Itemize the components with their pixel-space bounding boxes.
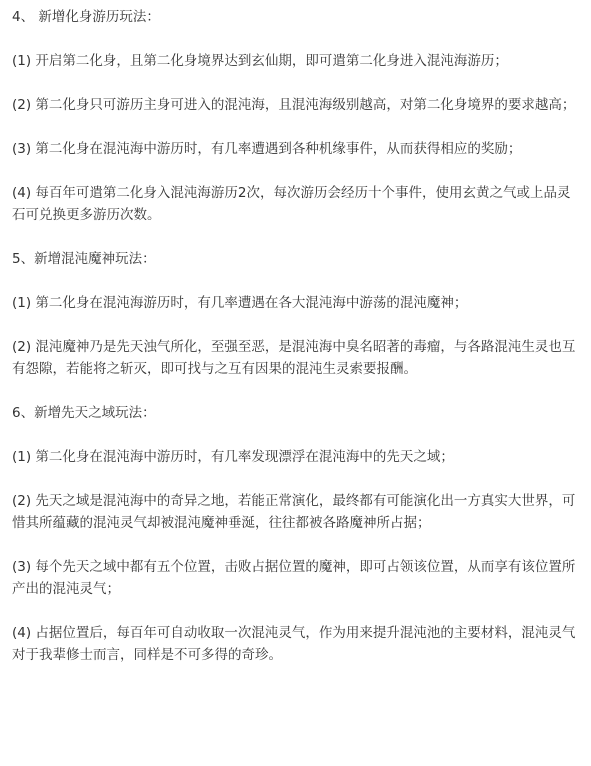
paragraph-4-4: (4) 每百年可遣第二化身入混沌海游历2次，每次游历会经历十个事件，使用玄黄之气或上品灵石可兑换更多游历次数。: [12, 185, 571, 223]
paragraph-6-2: (2) 先天之域是混沌海中的奇异之地，若能正常演化，最终都有可能演化出一方真实大世界，可惜其所蕴藏的混沌灵气却被混沌魔神垂涎，往往都被各路魔神所占据；: [12, 493, 576, 531]
paragraph-4-3: (3) 第二化身在混沌海中游历时，有几率遭遇到各种机缘事件，从而获得相应的奖励；: [12, 141, 522, 157]
section-heading-6: 6、新增先天之域玩法：: [12, 405, 156, 421]
paragraph-5-2: (2) 混沌魔神乃是先天浊气所化，至强至恶，是混沌海中臭名昭著的毒瘤，与各路混沌生灵也互有怨隙，若能将之斩灭，即可找与之互有因果的混沌生灵索要报酬。: [12, 339, 576, 377]
paragraph-4-1: (1) 开启第二化身，且第二化身境界达到玄仙期，即可遣第二化身进入混沌海游历；: [12, 53, 508, 69]
paragraph-6-1: (1) 第二化身在混沌海中游历时，有几率发现漂浮在混沌海中的先天之域；: [12, 449, 454, 465]
paragraph-6-4: (4) 占据位置后，每百年可自动收取一次混沌灵气，作为用来提升混沌池的主要材料，混沌灵气对于我辈修士而言，同样是不可多得的奇珍。: [12, 625, 576, 663]
paragraph-4-2: (2) 第二化身只可游历主身可进入的混沌海，且混沌海级别越高，对第二化身境界的要求越高；: [12, 97, 576, 113]
paragraph-5-1: (1) 第二化身在混沌海游历时，有几率遭遇在各大混沌海中游荡的混沌魔神；: [12, 295, 468, 311]
section-heading-5: 5、新增混沌魔神玩法：: [12, 251, 156, 267]
section-heading-4: 4、 新增化身游历玩法：: [12, 9, 160, 25]
paragraph-6-3: (3) 每个先天之域中都有五个位置，击败占据位置的魔神，即可占领该位置，从而享有该位置所产出的混沌灵气；: [12, 559, 576, 597]
